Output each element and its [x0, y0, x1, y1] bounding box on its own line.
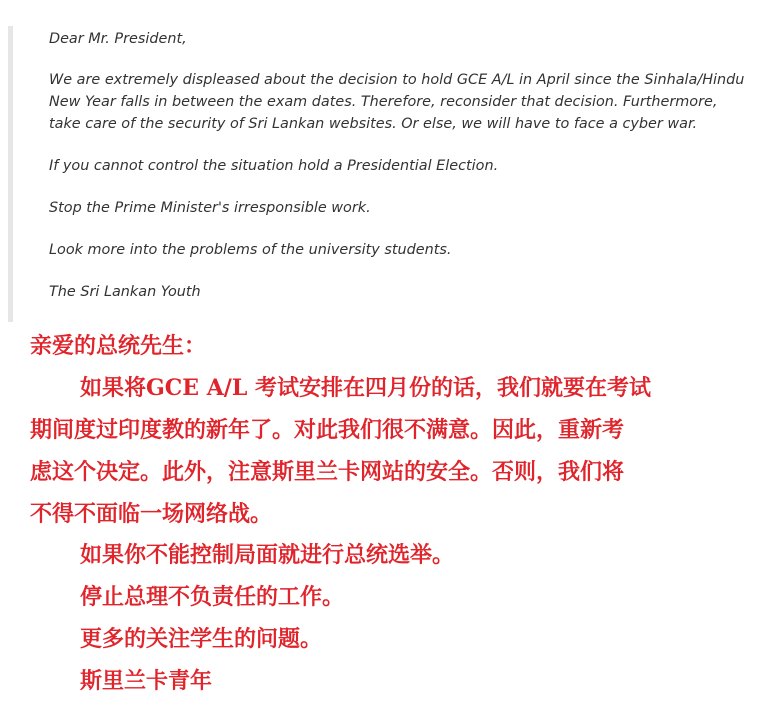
chinese-greeting: 亲爱的总统先生： — [30, 333, 207, 359]
english-paragraph-3: Stop the Prime Minister's irresponsible work. — [49, 200, 371, 216]
english-greeting: Dear Mr. President, — [49, 31, 187, 47]
chinese-signature: 斯里兰卡青年 — [80, 668, 213, 694]
english-signature: The Sri Lankan Youth — [49, 284, 201, 300]
chinese-paragraph-1-line: 虑这个决定。此外，注意斯里兰卡网站的安全。否则，我们将 — [30, 459, 625, 485]
chinese-paragraph-2: 如果你不能控制局面就进行总统选举。 — [80, 542, 455, 568]
chinese-paragraph-1-line: 如果将GCE A/L 考试安排在四月份的话，我们就要在考试 — [80, 375, 651, 401]
chinese-paragraph-1-line: 期间度过印度教的新年了。对此我们很不满意。因此，重新考 — [30, 417, 625, 443]
english-paragraph-1: We are extremely displeased about the decision to hold GCE A/L in April since the Sinhala/Hindu New Year falls in between the exam dates. Therefore, reconsider that decision. Furthermore, take care of the security of Sri Lankan websites. Or else, we will have to face a cyber war. — [49, 72, 745, 132]
chinese-paragraph-4: 更多的关注学生的问题。 — [80, 626, 323, 652]
chinese-paragraph-3: 停止总理不负责任的工作。 — [80, 584, 345, 610]
english-paragraph-2: If you cannot control the situation hold a Presidential Election. — [49, 158, 499, 174]
chinese-paragraph-1-line: 不得不面临一场网络战。 — [30, 501, 273, 527]
english-letter-blockquote — [8, 26, 748, 322]
english-paragraph-4: Look more into the problems of the university students. — [49, 242, 452, 258]
